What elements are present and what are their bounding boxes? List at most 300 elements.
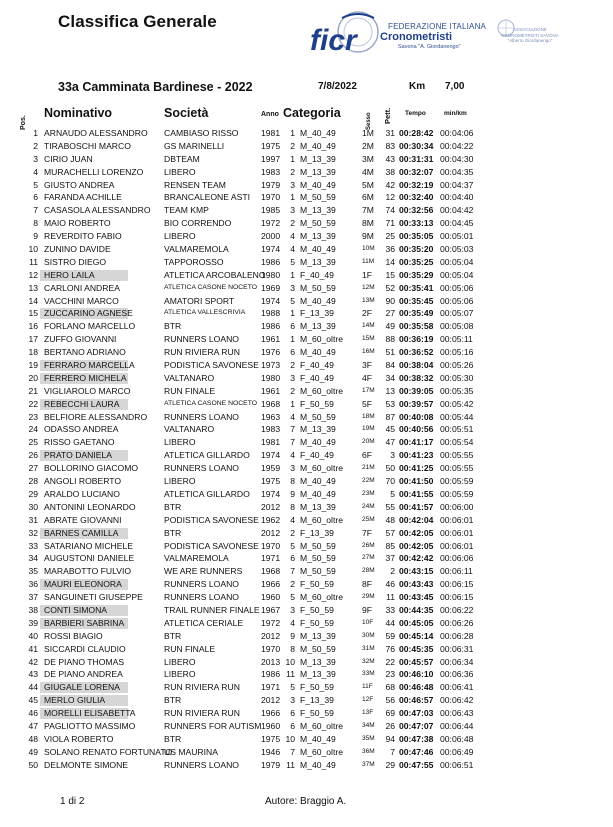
cell-categoria: F_50_59 (300, 708, 334, 719)
table-row (0, 604, 613, 617)
cell-nominativo: BARNES CAMILLA (44, 527, 119, 538)
table-row (0, 565, 613, 578)
cell-category-rank: 5 (290, 682, 295, 693)
cell-position: 36 (28, 579, 38, 590)
cell-categoria: M_60_oltre (300, 334, 343, 345)
cell-sex-rank: 7F (362, 527, 373, 538)
cell-categoria: M_50_59 (300, 192, 336, 203)
cell-sex-rank: 37M (362, 760, 375, 768)
table-row (0, 475, 613, 488)
cell-min-per-km: 00:06:22 (440, 604, 474, 615)
cell-pettorale: 70 (385, 476, 395, 487)
cell-min-per-km: 00:06:51 (440, 759, 474, 770)
cell-pettorale: 2 (390, 566, 395, 577)
table-row (0, 759, 613, 772)
cell-societa: RUNNERS LOANO (164, 411, 239, 422)
cell-sex-rank: 4F (362, 372, 373, 383)
cell-min-per-km: 00:06:01 (440, 527, 474, 538)
cell-pettorale: 42 (385, 179, 395, 190)
table-row (0, 256, 613, 269)
cell-min-per-km: 00:05:08 (440, 321, 474, 332)
cell-societa: LIBERO (164, 669, 196, 680)
cell-anno: 1980 (261, 372, 281, 383)
cell-position: 48 (28, 733, 38, 744)
table-header (0, 100, 613, 130)
cell-category-rank: 7 (290, 566, 295, 577)
table-row (0, 411, 613, 424)
table-row (0, 153, 613, 166)
cell-position: 18 (28, 347, 38, 358)
cell-position: 42 (28, 656, 38, 667)
cell-min-per-km: 00:05:07 (440, 308, 474, 319)
cell-category-rank: 4 (290, 244, 295, 255)
svg-text:ficr: ficr (310, 24, 357, 57)
cell-tempo: 00:41:23 (399, 450, 434, 461)
cell-category-rank: 1 (290, 308, 295, 319)
cell-min-per-km: 00:05:26 (440, 360, 474, 371)
cell-societa: RUN RIVIERA RUN (164, 347, 240, 358)
cell-sex-rank: 5F (362, 398, 373, 409)
cell-societa: BIO CORRENDO (164, 218, 232, 229)
cell-societa: RENSEN TEAM (164, 179, 226, 190)
cell-categoria: M_50_59 (300, 411, 336, 422)
cell-tempo: 00:31:31 (399, 153, 434, 164)
table-row (0, 488, 613, 501)
cell-sex-rank: 12F (362, 696, 374, 704)
cell-tempo: 00:42:05 (399, 540, 434, 551)
cell-sex-rank: 17M (362, 386, 375, 394)
table-row (0, 643, 613, 656)
cell-nominativo: FERRERO MICHELA (44, 372, 127, 383)
cell-sex-rank: 36M (362, 747, 375, 755)
cell-sex-rank: 3M (362, 153, 374, 164)
cell-anno: 1988 (261, 308, 281, 319)
cell-pettorale: 48 (385, 514, 395, 525)
cell-sex-rank: 9F (362, 604, 373, 615)
cell-min-per-km: 00:06:34 (440, 656, 474, 667)
cell-sex-rank: 15M (362, 335, 375, 343)
cell-category-rank: 11 (286, 669, 295, 680)
cell-category-rank: 9 (290, 488, 295, 499)
cell-pettorale: 44 (385, 617, 395, 628)
cell-categoria: M_60_oltre (300, 514, 343, 525)
cell-categoria: M_50_59 (300, 553, 336, 564)
cell-societa: LIBERO (164, 231, 196, 242)
cell-sex-rank: 35M (362, 734, 375, 742)
cell-nominativo: MAURI ELEONORA (44, 579, 122, 590)
table-row (0, 423, 613, 436)
cell-category-rank: 6 (290, 720, 295, 731)
cell-category-rank: 7 (290, 437, 295, 448)
cell-societa: TRAIL RUNNER FINALE (164, 604, 260, 615)
cell-societa: ATLETICA GILLARDO (164, 488, 250, 499)
cell-societa: VALMAREMOLA (164, 244, 229, 255)
cell-sex-rank: 26M (362, 541, 375, 549)
cell-nominativo: CARLONI ANDREA (44, 282, 120, 293)
cell-categoria: M_40_49 (300, 128, 336, 138)
cell-nominativo: ANGOLI ROBERTO (44, 476, 122, 487)
cell-sex-rank: 8M (362, 218, 374, 229)
cell-anno: 1983 (261, 166, 281, 177)
cell-position: 50 (28, 759, 38, 770)
cell-category-rank: 1 (290, 153, 295, 164)
table-row (0, 681, 613, 694)
cell-sex-rank: 3F (362, 360, 373, 371)
cell-sex-rank: 11F (362, 683, 373, 691)
cell-categoria: F_13_39 (300, 308, 334, 319)
cell-sex-rank: 16M (362, 348, 375, 356)
cell-position: 25 (28, 437, 38, 448)
cell-min-per-km: 00:06:15 (440, 592, 474, 603)
cell-position: 47 (28, 720, 38, 731)
cell-min-per-km: 00:06:11 (440, 566, 473, 577)
cell-category-rank: 10 (285, 656, 295, 667)
cell-position: 31 (28, 514, 38, 525)
cell-position: 22 (28, 398, 38, 409)
cell-sex-rank: 10F (362, 618, 374, 626)
cell-categoria: M_40_49 (300, 759, 336, 770)
cell-nominativo: SATARIANO MICHELE (44, 540, 133, 551)
cell-tempo: 00:42:42 (399, 553, 434, 564)
cell-societa: ATLETICA ARCOBALENO (164, 269, 266, 280)
cell-anno: 1961 (261, 334, 281, 345)
cell-societa: TEAM KMP (164, 205, 209, 216)
table-row (0, 668, 613, 681)
cell-anno: 1985 (261, 205, 281, 216)
cell-pettorale: 33 (385, 604, 395, 615)
cell-nominativo: RISSO GAETANO (44, 437, 115, 448)
cell-sex-rank: 18M (362, 412, 375, 420)
cell-tempo: 00:41:25 (399, 463, 434, 474)
table-row (0, 372, 613, 385)
cell-category-rank: 7 (290, 746, 295, 757)
cell-pettorale: 22 (385, 656, 395, 667)
cell-category-rank: 4 (290, 514, 295, 525)
cell-position: 26 (28, 450, 38, 461)
table-row (0, 359, 613, 372)
cell-tempo: 00:38:32 (399, 372, 434, 383)
table-row (0, 307, 613, 320)
table-row (0, 462, 613, 475)
table-row (0, 204, 613, 217)
cell-sex-rank: 23M (362, 489, 375, 497)
cell-min-per-km: 00:05:51 (440, 424, 474, 435)
cell-societa: VALMAREMOLA (164, 553, 229, 564)
cell-anno: 1967 (261, 604, 281, 615)
cell-societa: VALTANARO (164, 424, 215, 435)
cell-categoria: M_13_39 (300, 630, 336, 641)
table-row (0, 578, 613, 591)
cell-nominativo: VIOLA ROBERTO (44, 733, 114, 744)
cell-anno: 1946 (261, 746, 281, 757)
cell-min-per-km: 00:04:30 (440, 153, 474, 164)
cell-categoria: M_40_49 (300, 733, 336, 744)
cell-pettorale: 46 (385, 579, 395, 590)
cell-anno: 1986 (261, 321, 281, 332)
cell-nominativo: REBECCHI LAURA (44, 398, 120, 409)
cell-category-rank: 3 (290, 695, 295, 706)
cell-societa: BTR (164, 695, 182, 706)
cell-min-per-km: 00:05:01 (440, 231, 474, 242)
cell-nominativo: VIGLIAROLO MARCO (44, 385, 131, 396)
cell-societa: ATLETICA CASONE NOCETO (164, 399, 258, 407)
cell-position: 3 (33, 153, 38, 164)
cell-sex-rank: 1F (362, 269, 373, 280)
cell-sex-rank: 21M (362, 464, 375, 472)
cell-tempo: 00:33:13 (399, 218, 434, 229)
cell-tempo: 00:35:20 (399, 244, 434, 255)
cell-nominativo: MURACHELLI LORENZO (44, 166, 144, 177)
cell-category-rank: 4 (290, 450, 295, 461)
cell-anno: 1971 (261, 682, 281, 693)
cell-position: 40 (28, 630, 38, 641)
cell-societa: BTR (164, 527, 182, 538)
cell-nominativo: SANGUINETI GIUSEPPE (44, 592, 143, 603)
cell-tempo: 00:47:03 (399, 708, 434, 719)
cell-tempo: 00:46:10 (399, 669, 434, 680)
cell-nominativo: CONTI SIMONA (44, 604, 108, 615)
author: Autore: Braggio A. (265, 796, 347, 807)
cell-position: 6 (33, 192, 38, 203)
cell-anno: 1972 (261, 218, 281, 229)
cell-category-rank: 2 (290, 385, 295, 396)
cell-tempo: 00:41:57 (399, 501, 434, 512)
cell-pettorale: 87 (385, 411, 395, 422)
cell-tempo: 00:43:43 (399, 579, 434, 590)
cell-nominativo: PAGLIOTTO MASSIMO (44, 720, 136, 731)
cell-anno: 1962 (261, 514, 281, 525)
cell-min-per-km: 00:04:40 (440, 192, 474, 203)
cell-categoria: M_60_oltre (300, 385, 343, 396)
cell-tempo: 00:38:04 (399, 360, 434, 371)
cell-position: 13 (28, 282, 38, 293)
cell-min-per-km: 00:06:31 (440, 643, 474, 654)
cell-nominativo: ARNAUDO ALESSANDRO (44, 128, 148, 138)
cell-tempo: 00:46:57 (399, 695, 434, 706)
cell-category-rank: 5 (290, 592, 295, 603)
federation-subtitle: Savona "A. Giordanengo" (398, 44, 461, 50)
cell-pettorale: 74 (385, 205, 395, 216)
cell-sex-rank: 19M (362, 425, 375, 433)
cell-sex-rank: 33M (362, 670, 375, 678)
cell-category-rank: 1 (290, 192, 295, 203)
table-row (0, 346, 613, 359)
table-row (0, 295, 613, 308)
cell-societa: ATLETICA VALLESCRIVIA (164, 309, 246, 317)
cell-category-rank: 11 (286, 759, 295, 770)
cell-category-rank: 2 (290, 218, 295, 229)
cell-societa: RUNNERS LOANO (164, 759, 239, 770)
cell-min-per-km: 00:05:55 (440, 450, 474, 461)
cell-min-per-km: 00:06:42 (440, 695, 474, 706)
association-logo-text: ASSOCIAZIONE CRONOMETRISTI SAVONA "Alberto Giordanengo" (501, 27, 559, 43)
cell-societa: AMATORI SPORT (164, 295, 235, 306)
cell-category-rank: 2 (290, 140, 295, 151)
cell-pettorale: 52 (385, 282, 395, 293)
cell-nominativo: CIRIO JUAN (44, 153, 93, 164)
cell-pettorale: 38 (385, 166, 395, 177)
cell-tempo: 00:39:57 (399, 398, 434, 409)
header-minkm: min/km (444, 110, 467, 117)
cell-anno: 1960 (261, 592, 281, 603)
cell-pettorale: 47 (385, 437, 395, 448)
header-sesso: Sesso (366, 112, 372, 130)
cell-societa: US MAURINA (164, 746, 218, 757)
cell-societa: LIBERO (164, 656, 196, 667)
cell-anno: 1974 (261, 450, 281, 461)
cell-nominativo: VACCHINI MARCO (44, 295, 119, 306)
cell-anno: 1986 (261, 669, 281, 680)
cell-categoria: M_40_49 (300, 140, 336, 151)
cell-nominativo: DELMONTE SIMONE (44, 759, 129, 770)
cell-position: 32 (28, 527, 38, 538)
cell-categoria: F_50_59 (300, 579, 334, 590)
cell-societa: BTR (164, 630, 182, 641)
cell-min-per-km: 00:05:42 (440, 398, 474, 409)
federation-name: FEDERAZIONE ITALIANA (388, 22, 487, 31)
cell-pettorale: 56 (385, 695, 395, 706)
cell-pettorale: 59 (385, 630, 395, 641)
cell-position: 4 (33, 166, 38, 177)
cell-nominativo: ABRATE GIOVANNI (44, 514, 122, 525)
cell-sex-rank: 2M (362, 140, 374, 151)
cell-nominativo: FARANDA ACHILLE (44, 192, 122, 203)
table-row (0, 140, 613, 153)
cell-categoria: F_40_49 (300, 372, 334, 383)
cell-societa: BRANCALEONE ASTI (164, 192, 250, 203)
cell-position: 46 (28, 708, 38, 719)
cell-sex-rank: 13F (362, 709, 374, 717)
cell-nominativo: ANTONINI LEONARDO (44, 501, 136, 512)
cell-pettorale: 26 (385, 720, 395, 731)
cell-societa: LIBERO (164, 476, 196, 487)
cell-pettorale: 36 (385, 244, 395, 255)
table-row (0, 333, 613, 346)
cell-tempo: 00:35:45 (399, 295, 434, 306)
cell-tempo: 00:47:55 (399, 759, 434, 770)
cell-category-rank: 8 (290, 501, 295, 512)
cell-categoria: F_40_49 (300, 269, 334, 280)
table-row (0, 166, 613, 179)
cell-societa: RUNNERS LOANO (164, 592, 239, 603)
cell-min-per-km: 00:06:15 (440, 579, 474, 590)
cell-anno: 1975 (261, 140, 281, 151)
cell-nominativo: ROSSI BIAGIO (44, 630, 103, 641)
cell-position: 39 (28, 617, 38, 628)
cell-min-per-km: 00:05:04 (440, 269, 474, 280)
cell-category-rank: 4 (290, 411, 295, 422)
header-categoria: Categoria (283, 106, 341, 120)
cell-position: 11 (29, 256, 38, 267)
cell-tempo: 00:35:29 (399, 269, 434, 280)
cell-nominativo: CASASOLA ALESSANDRO (44, 205, 151, 216)
cell-tempo: 00:42:05 (399, 527, 434, 538)
cell-sex-rank: 20M (362, 438, 375, 446)
cell-societa: VALTANARO (164, 372, 215, 383)
table-row (0, 179, 613, 192)
cell-anno: 1970 (261, 643, 281, 654)
cell-categoria: M_13_39 (300, 205, 336, 216)
cell-nominativo: PRATO DANIELA (44, 450, 112, 461)
cell-pettorale: 31 (385, 128, 395, 138)
table-row (0, 269, 613, 282)
cell-pettorale: 55 (385, 501, 395, 512)
table-row (0, 540, 613, 553)
cell-min-per-km: 00:06:01 (440, 514, 474, 525)
header-pett: Pett. (383, 107, 392, 124)
cell-category-rank: 5 (290, 256, 295, 267)
cell-pettorale: 45 (385, 424, 395, 435)
cell-anno: 1975 (261, 476, 281, 487)
cell-position: 21 (28, 385, 38, 396)
cell-min-per-km: 00:06:44 (440, 720, 474, 731)
cell-categoria: M_50_59 (300, 282, 336, 293)
cell-category-rank: 2 (290, 166, 295, 177)
cell-categoria: M_50_59 (300, 566, 336, 577)
cell-societa: LIBERO (164, 437, 196, 448)
cell-tempo: 00:35:41 (399, 282, 434, 293)
cell-tempo: 00:43:45 (399, 592, 434, 603)
cell-pettorale: 83 (385, 140, 395, 151)
cell-societa: TAPPOROSSO (164, 256, 224, 267)
cell-position: 49 (28, 746, 38, 757)
header-tempo: Tempo (405, 110, 426, 117)
cell-min-per-km: 00:06:26 (440, 617, 474, 628)
cell-pettorale: 29 (385, 759, 395, 770)
table-row (0, 733, 613, 746)
cell-category-rank: 3 (290, 604, 295, 615)
cell-sex-rank: 31M (362, 644, 375, 652)
cell-position: 1 (33, 128, 38, 138)
table-row (0, 630, 613, 643)
table-row (0, 385, 613, 398)
cell-anno: 1968 (261, 398, 281, 409)
cell-category-rank: 2 (290, 527, 295, 538)
cell-tempo: 00:47:46 (399, 746, 434, 757)
table-row (0, 243, 613, 256)
cell-anno: 1972 (261, 617, 281, 628)
cell-position: 43 (28, 669, 38, 680)
cell-anno: 1983 (261, 424, 281, 435)
cell-pettorale: 94 (385, 733, 395, 744)
cell-anno: 2013 (261, 656, 281, 667)
cell-tempo: 00:41:17 (399, 437, 434, 448)
cell-categoria: M_13_39 (300, 153, 336, 164)
cell-position: 44 (28, 682, 38, 693)
cell-categoria: F_40_49 (300, 450, 334, 461)
cell-categoria: M_40_49 (300, 347, 336, 358)
cell-categoria: M_60_oltre (300, 746, 343, 757)
table-row (0, 436, 613, 449)
cell-sex-rank: 1M (362, 128, 374, 138)
cell-pettorale: 13 (385, 385, 395, 396)
cell-category-rank: 5 (290, 295, 295, 306)
cell-pettorale: 71 (385, 218, 395, 229)
cell-min-per-km: 00:06:48 (440, 733, 474, 744)
cell-category-rank: 1 (290, 128, 295, 138)
cell-min-per-km: 00:04:06 (440, 128, 474, 138)
cell-tempo: 00:42:04 (399, 514, 434, 525)
cell-anno: 1973 (261, 360, 281, 371)
cell-anno: 1997 (261, 153, 281, 164)
cell-nominativo: HERO LAILA (44, 269, 95, 280)
event-date: 7/8/2022 (318, 81, 357, 92)
cell-categoria: F_50_59 (300, 604, 334, 615)
cell-min-per-km: 00:04:37 (440, 179, 474, 190)
cell-pettorale: 76 (385, 643, 395, 654)
cell-anno: 1976 (261, 347, 281, 358)
cell-category-rank: 1 (290, 334, 295, 345)
